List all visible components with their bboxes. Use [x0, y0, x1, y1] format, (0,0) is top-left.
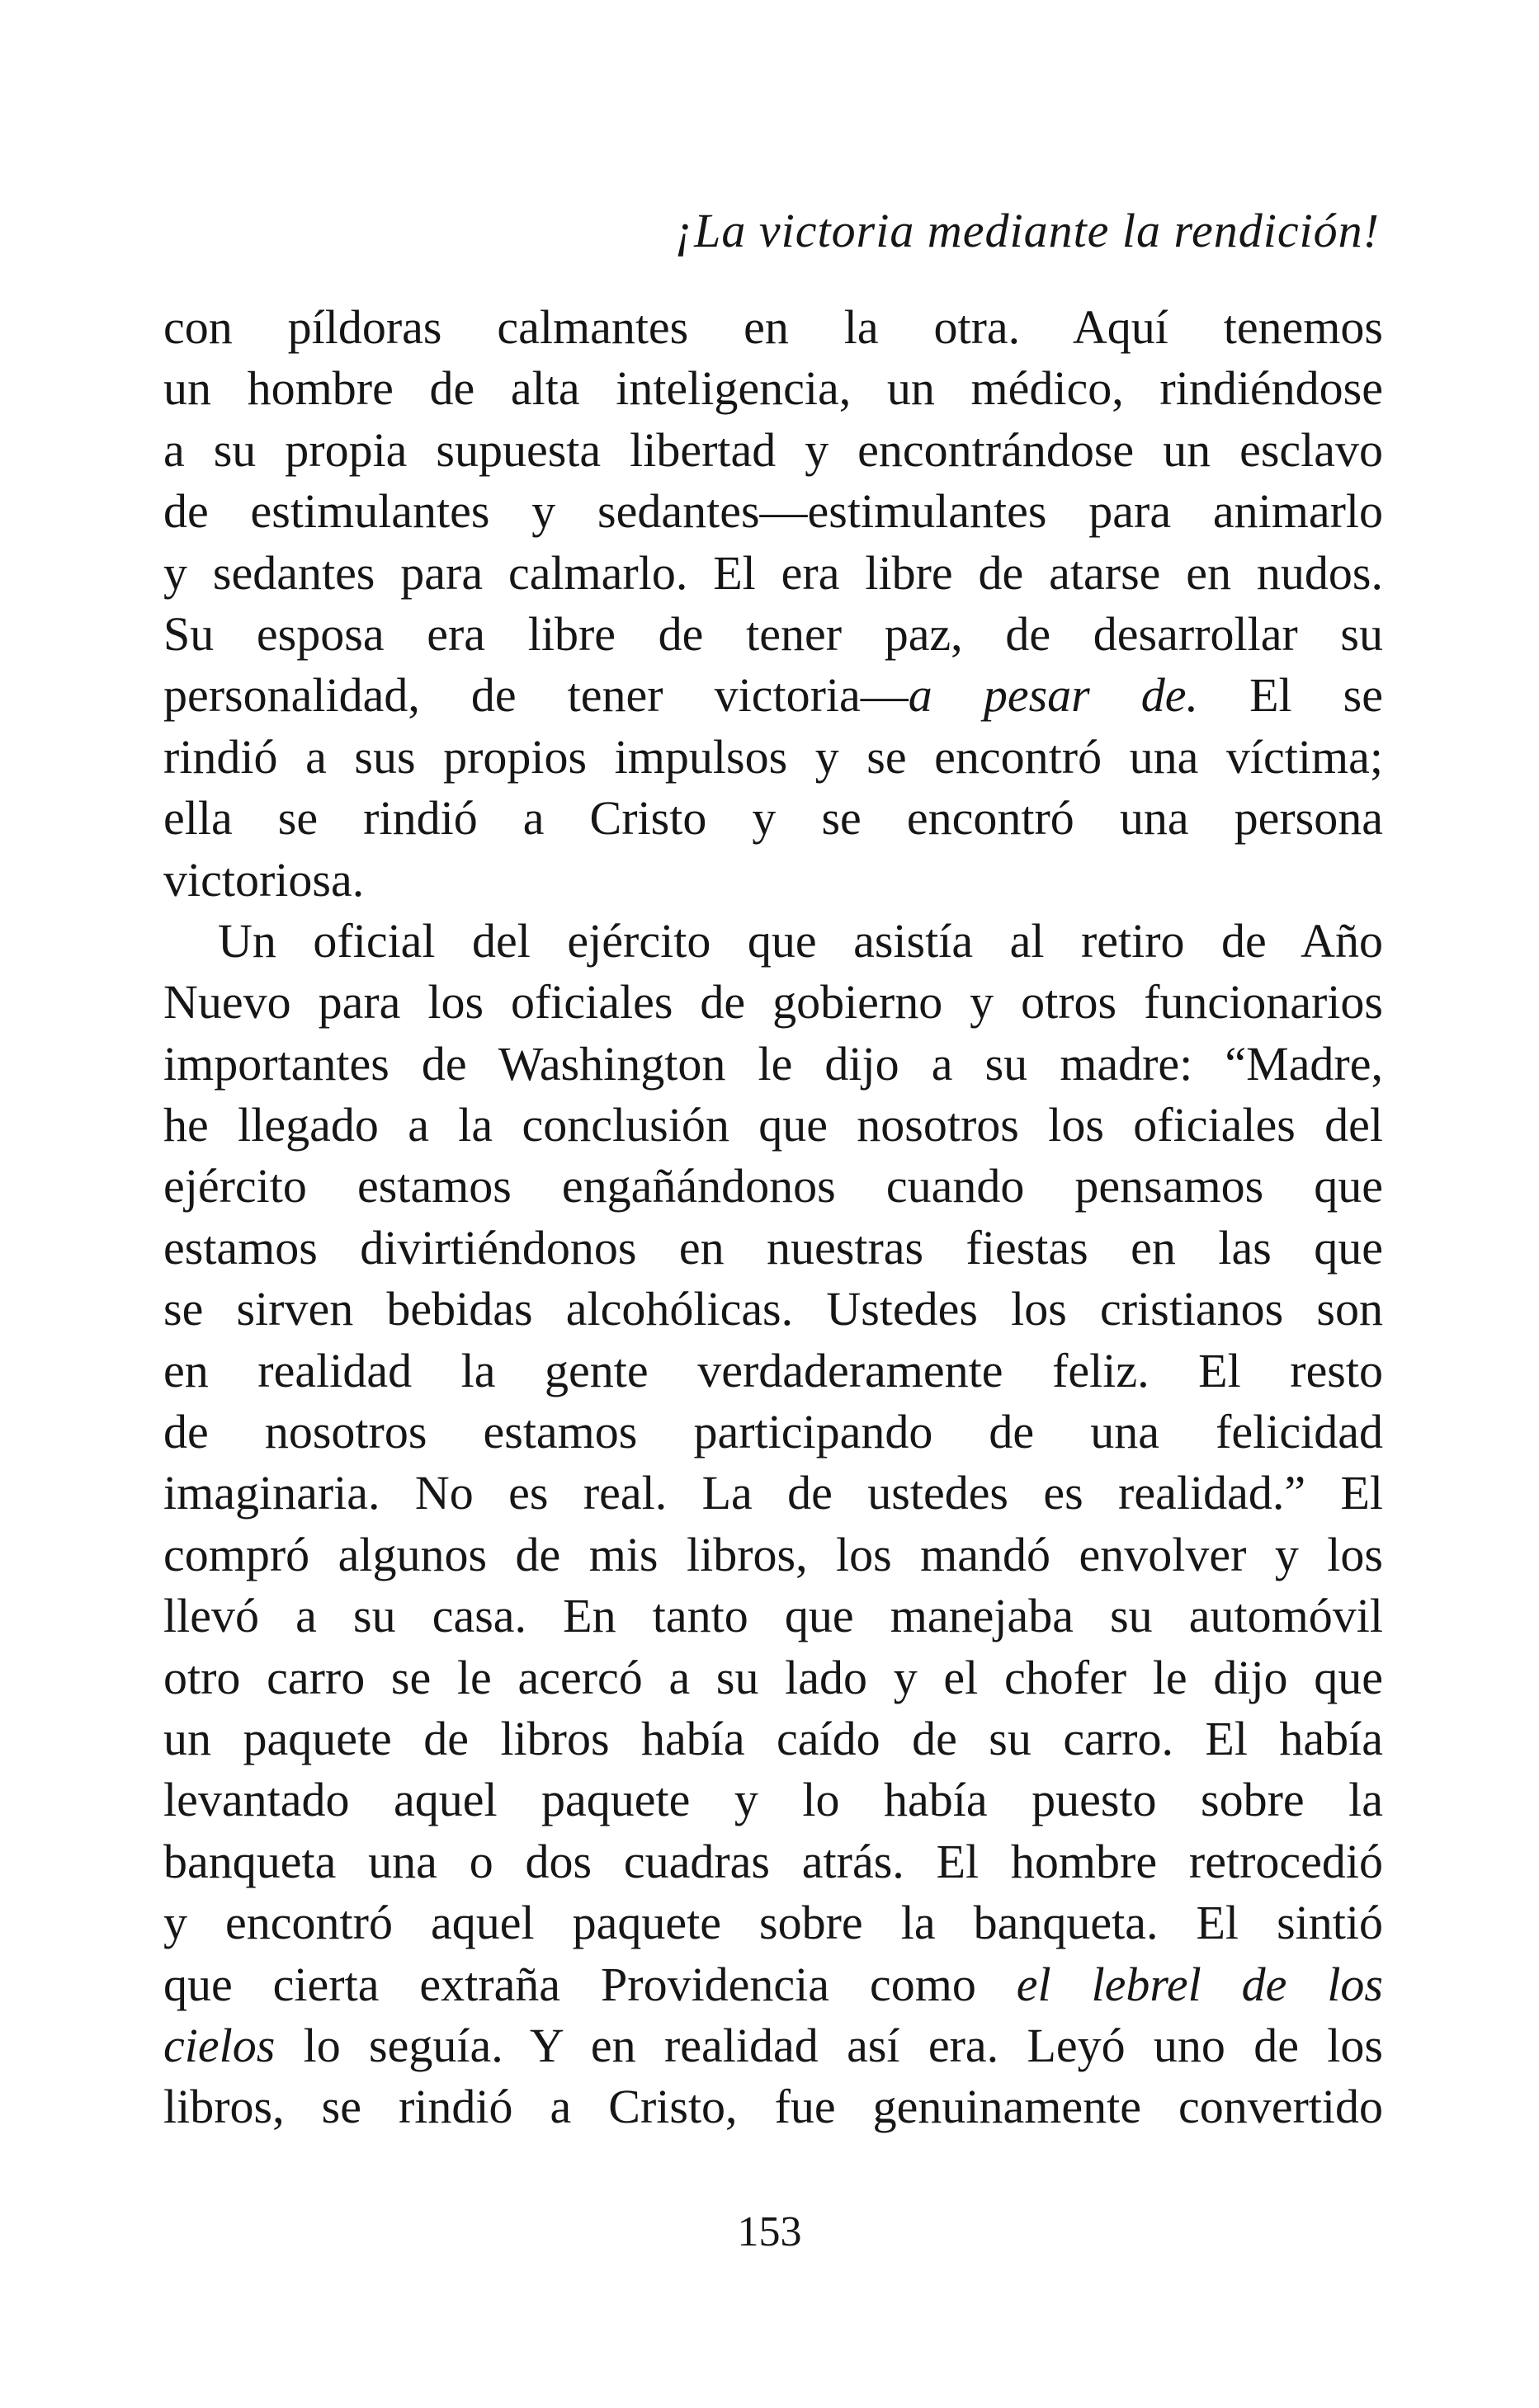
text-line	[163, 297, 1383, 358]
body-text	[163, 297, 1383, 2138]
text-line	[163, 1034, 1383, 1095]
text-run: lo seguía. Y en realidad así era. Leyó uno de los	[275, 2018, 1383, 2072]
text-line	[163, 420, 1383, 481]
text-run: en realidad la gente verdaderamente feliz. El resto	[163, 1343, 1383, 1397]
text-line	[163, 604, 1383, 665]
text-line	[163, 1586, 1383, 1647]
text-run: he llegado a la conclusión que nosotros los oficiales del	[163, 1098, 1383, 1152]
text-line	[163, 358, 1383, 419]
text-run: personalidad, de tener victoria—	[163, 668, 909, 723]
text-run: importantes de Washington le dijo a su madre: “Madre,	[163, 1036, 1383, 1091]
text-run: banqueta una o dos cuadras atrás. El hombre retrocedió	[163, 1834, 1383, 1888]
text-run: compró algunos de mis libros, los mandó envolver y los	[163, 1527, 1383, 1581]
text-line	[163, 788, 1383, 849]
text-run: rindió a sus propios impulsos y se encontró una víctima;	[163, 729, 1383, 784]
text-line	[163, 911, 1383, 972]
text-line	[163, 1463, 1383, 1524]
text-run: ella se rindió a Cristo y se encontró una persona	[163, 791, 1383, 846]
text-run: levantado aquel paquete y lo había puesto sobre la	[163, 1773, 1383, 1827]
text-line	[163, 1279, 1383, 1340]
text-run: Su esposa era libre de tener paz, de desarrollar su	[163, 606, 1383, 661]
text-run: y encontró aquel paquete sobre la banqueta. El sintió	[163, 1896, 1383, 1950]
italic-run: a pesar de.	[908, 668, 1199, 723]
text-line	[163, 1402, 1383, 1463]
text-line	[163, 1892, 1383, 1953]
text-run: El se	[1198, 668, 1383, 723]
text-run: imaginaria. No es real. La de ustedes es realidad.” El	[163, 1466, 1383, 1520]
text-run: con píldoras calmantes en la otra. Aquí tenemos	[163, 300, 1383, 354]
text-line	[163, 1341, 1383, 1402]
text-run: Nuevo para los oficiales de gobierno y otros funcionarios	[163, 975, 1383, 1030]
text-run: que cierta extraña Providencia como	[163, 1957, 1017, 2011]
text-run: un paquete de libros había caído de su carro. El había	[163, 1711, 1383, 1765]
text-line	[163, 1095, 1383, 1156]
text-line	[163, 1954, 1383, 2015]
text-line	[163, 1156, 1383, 1217]
text-run: y sedantes para calmarlo. El era libre de atarse en nudos.	[163, 545, 1383, 600]
text-run: se sirven bebidas alcohólicas. Ustedes los cristianos son	[163, 1282, 1383, 1336]
text-line	[163, 665, 1383, 726]
text-line	[163, 543, 1383, 604]
text-line	[163, 2076, 1383, 2137]
text-line	[163, 1218, 1383, 1279]
text-run: llevó a su casa. En tanto que manejaba su automóvil	[163, 1589, 1383, 1643]
text-line	[163, 1831, 1383, 1892]
text-line	[163, 850, 1383, 911]
text-run: a su propia supuesta libertad y encontrándose un esclavo	[163, 422, 1383, 477]
running-head: ¡La victoria mediante la rendición!	[674, 204, 1380, 257]
text-run: de estimulantes y sedantes—estimulantes para animarlo	[163, 484, 1383, 539]
text-line	[163, 972, 1383, 1033]
text-run: libros, se rindió a Cristo, fue genuinamente convertido	[163, 2080, 1383, 2134]
italic-run: cielos	[163, 2018, 276, 2072]
italic-run: el lebrel de los	[1016, 1957, 1383, 2011]
text-run: estamos divirtiéndonos en nuestras fiestas en las que	[163, 1220, 1383, 1275]
text-run: de nosotros estamos participando de una felicidad	[163, 1405, 1383, 1459]
text-run: un hombre de alta inteligencia, un médico, rindiéndose	[163, 361, 1383, 416]
text-line	[163, 727, 1383, 788]
text-line	[163, 1524, 1383, 1586]
text-line	[163, 1708, 1383, 1769]
text-line	[163, 1769, 1383, 1831]
text-run: victoriosa.	[163, 852, 365, 907]
text-run: ejército estamos engañándonos cuando pensamos que	[163, 1159, 1383, 1213]
text-run: Un oficial del ejército que asistía al retiro de Año	[218, 913, 1383, 968]
page-number: 153	[737, 2208, 802, 2255]
text-run: otro carro se le acercó a su lado y el chofer le dijo que	[163, 1650, 1383, 1704]
text-line	[163, 2015, 1383, 2076]
text-line	[163, 1647, 1383, 1708]
text-line	[163, 481, 1383, 542]
